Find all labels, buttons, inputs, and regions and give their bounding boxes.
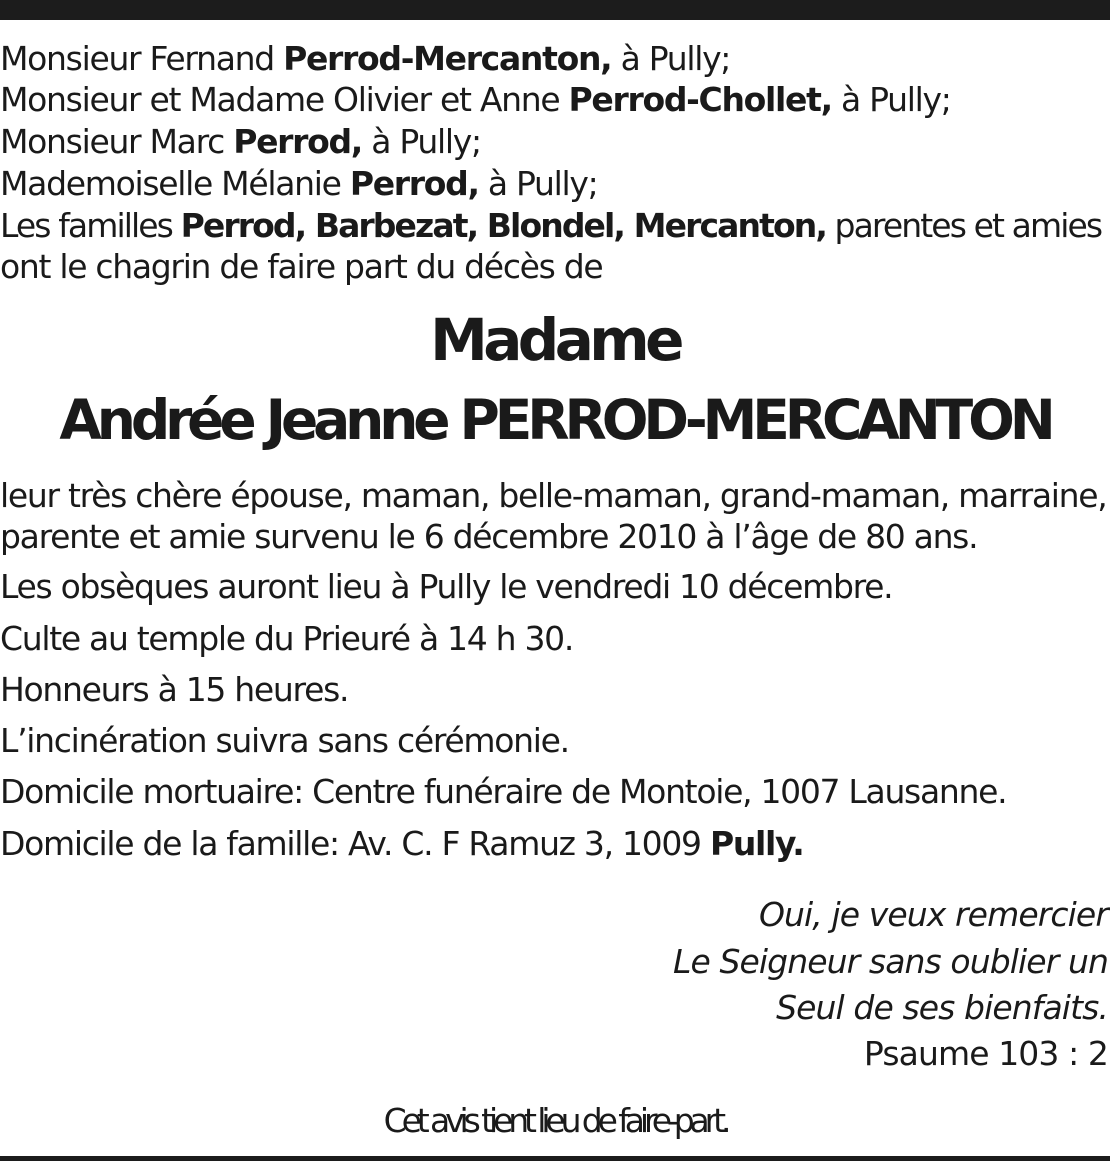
family-line-2-place: à Pully; bbox=[831, 80, 951, 119]
family-line-3-text: Monsieur Marc bbox=[0, 122, 234, 161]
verse-line-1: Oui, je veux remercier bbox=[758, 895, 1108, 934]
family-line-4-text: Mademoiselle Mélanie bbox=[0, 164, 350, 203]
cremation-line: L’incinération suivra sans cérémonie. bbox=[0, 721, 569, 760]
family-line-4-place: à Pully; bbox=[478, 164, 598, 203]
verse-line-3: Seul de ses bienfaits. bbox=[776, 988, 1108, 1027]
family-line-5-relatives: parentes et amies bbox=[825, 206, 1102, 245]
family-line-2-surname: Perrod-Chollet, bbox=[568, 80, 832, 119]
details-line-2: parente et amie survenu le 6 décembre 2010 à l’âge de 80 ans. bbox=[0, 517, 978, 556]
family-line-4-surname: Perrod, bbox=[349, 164, 479, 203]
family-line-6: ont le chagrin de faire part du décès de bbox=[0, 247, 603, 286]
family-line-5-text: Les familles bbox=[0, 206, 181, 245]
family-line-5 bbox=[0, 205, 1101, 247]
verse-line-2: Le Seigneur sans oublier un bbox=[672, 942, 1108, 981]
funeral-line: Les obsèques auront lieu à Pully le vendredi 10 décembre. bbox=[0, 567, 893, 606]
details-line-1: leur très chère épouse, maman, belle-maman, grand-maman, marraine, bbox=[0, 476, 1107, 515]
footer-note: Cet avis tient lieu de faire-part. bbox=[383, 1101, 727, 1140]
family-line-1-place: à Pully; bbox=[611, 39, 731, 78]
family-line-3-surname: Perrod, bbox=[233, 122, 363, 161]
family-line-3 bbox=[0, 121, 481, 163]
family-line-4 bbox=[0, 163, 597, 205]
family-line-1-text: Monsieur Fernand bbox=[0, 39, 284, 78]
family-line-2 bbox=[0, 79, 951, 121]
verse-reference: Psaume 103 : 2 bbox=[863, 1034, 1108, 1073]
bottom-rule bbox=[0, 1156, 1110, 1161]
family-home-town: Pully. bbox=[709, 824, 804, 863]
family-line-1-surname: Perrod-Mercanton, bbox=[283, 39, 612, 78]
family-line-5-surnames: Perrod, Barbezat, Blondel, Mercanton, bbox=[180, 206, 826, 245]
top-rule bbox=[0, 0, 1110, 20]
deceased-name: Andrée Jeanne PERROD-MERCANTON bbox=[59, 388, 1051, 452]
family-line-3-place: à Pully; bbox=[362, 122, 481, 161]
family-line-1 bbox=[0, 38, 730, 80]
family-line-2-text: Monsieur et Madame Olivier et Anne bbox=[0, 80, 569, 119]
family-home-line bbox=[0, 823, 803, 865]
deceased-title: Madame bbox=[430, 306, 680, 374]
honours-line: Honneurs à 15 heures. bbox=[0, 670, 349, 709]
service-line: Culte au temple du Prieuré à 14 h 30. bbox=[0, 619, 574, 658]
mortuary-line: Domicile mortuaire: Centre funéraire de Montoie, 1007 Lausanne. bbox=[0, 772, 1007, 811]
family-home-address: Domicile de la famille: Av. C. F Ramuz 3, 1009 bbox=[0, 824, 710, 863]
